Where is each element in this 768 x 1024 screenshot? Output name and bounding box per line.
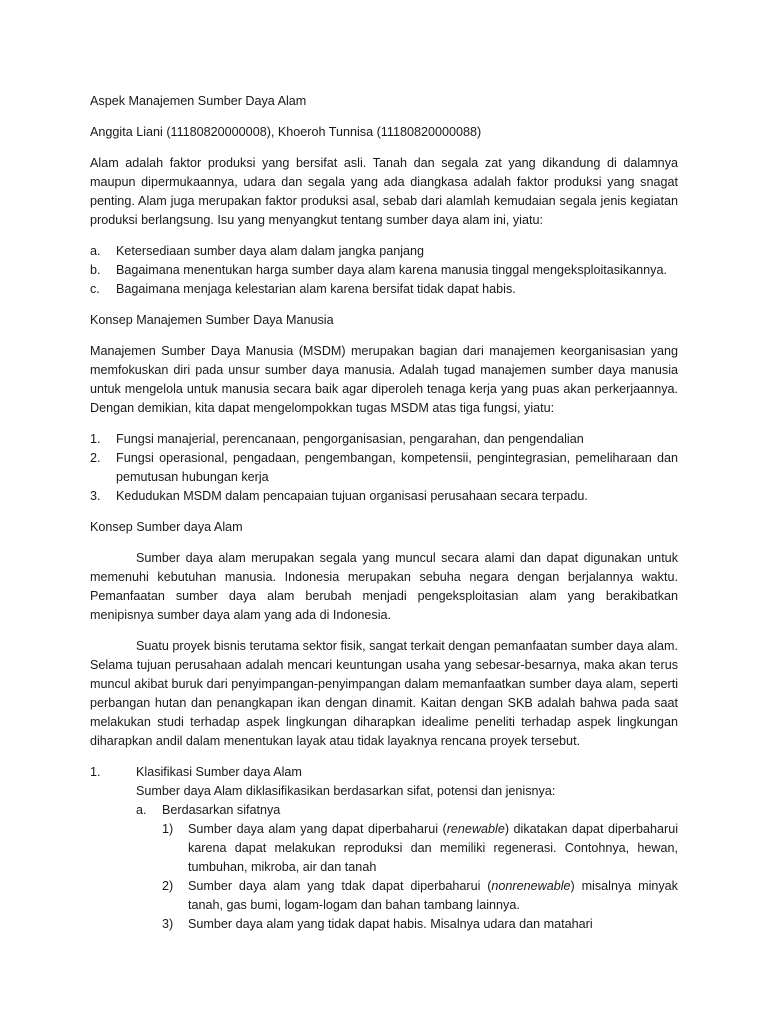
list-marker: 1) xyxy=(162,822,174,836)
list-item xyxy=(90,763,678,782)
list-text: Sumber daya alam yang tidak dapat habis. Misalnya udara dan matahari xyxy=(188,917,593,931)
msdm-heading: Konsep Manajemen Sumber Daya Manusia xyxy=(90,313,334,327)
classification-intro: Sumber daya Alam diklasifikasikan berdasarkan sifat, potensi dan jenisnya: xyxy=(136,784,556,798)
msdm-paragraph: Manajemen Sumber Daya Manusia (MSDM) merupakan bagian dari manajemen keorganisasian yang memfokuskan diri pada unsur sumber daya manusia. Adalah tugad manajemen sumber daya manusia untuk mengelola untuk manusia secara baik agar diperoleh tenaga kerja yang puas akan perkerjaannya. Dengan demikian, kita dapat mengelompokkan tugas MSDM atas tiga fungsi, yiatu: xyxy=(90,344,678,415)
list-marker: 2. xyxy=(90,451,101,465)
list-text: Bagaimana menentukan harga sumber daya alam karena manusia tinggal mengeksploitasikannya. xyxy=(116,263,667,277)
sub-title: Berdasarkan sifatnya xyxy=(162,803,281,817)
sda-heading: Konsep Sumber daya Alam xyxy=(90,520,243,534)
sub-list xyxy=(136,801,678,820)
msdm-list xyxy=(90,430,678,506)
list-marker: 1. xyxy=(90,432,101,446)
list-marker: 3. xyxy=(90,489,101,503)
list-text: Bagaimana menjaga kelestarian alam karena bersifat tidak dapat habis. xyxy=(116,282,516,296)
list-marker: a. xyxy=(90,244,101,258)
list-marker: b. xyxy=(90,263,101,277)
list-item xyxy=(90,449,678,487)
list-text: Fungsi manajerial, perencanaan, pengorganisasian, pengarahan, dan pengendalian xyxy=(116,432,584,446)
list-item xyxy=(90,261,678,280)
document-title: Aspek Manajemen Sumber Daya Alam xyxy=(90,94,307,108)
list-item xyxy=(162,820,678,877)
list-marker: c. xyxy=(90,282,100,296)
list-text: Ketersediaan sumber daya alam dalam jangka panjang xyxy=(116,244,425,258)
list-text: Fungsi operasional, pengadaan, pengembangan, kompetensii, pengintegrasian, pemeliharaan dan pemutusan hubungan kerja xyxy=(116,451,678,484)
classification-title: Klasifikasi Sumber daya Alam xyxy=(136,765,302,779)
authors-line: Anggita Liani (11180820000008), Khoeroh Tunnisa (11180820000088) xyxy=(90,125,482,139)
list-item xyxy=(90,487,678,506)
classification-body xyxy=(136,782,678,934)
list-marker: 3) xyxy=(162,917,174,931)
issues-list xyxy=(90,242,678,299)
list-item xyxy=(136,801,678,820)
nature-list xyxy=(162,820,678,934)
classification-section xyxy=(90,763,678,782)
list-marker: a. xyxy=(136,803,147,817)
intro-paragraph: Alam adalah faktor produksi yang bersifat asli. Tanah dan segala zat yang dikandung di dalamnya maupun dipermukaannya, udara dan segala yang ada diangkasa adalah faktor produksi yang snagat penting. Alam juga merupakan faktor produksi asal, sebab dari alamlah kemudaian segala jenis kegiatan produksi berlangsung. Isu yang menyangkut tentang sumber daya alam ini, yiatu: xyxy=(90,156,678,227)
list-marker: 2) xyxy=(162,879,174,893)
list-item xyxy=(162,877,678,915)
sda-paragraph-2: Suatu proyek bisnis terutama sektor fisik, sangat terkait dengan pemanfaatan sumber daya alam. Selama tujuan perusahaan adalah mencari keuntungan usaha yang sebesar-besarnya, maka akan terus muncul akibat buruk dari penyimpangan-penyimpangan dalam memanfaatkan sumber daya alam, seperti perbangan hutan dan penangkapan ikan dengan dinamit. Kaitan dengan SKB adalah bahwa pada saat melakukan studi terhadap aspek lingkungan diharapkan idealime peneliti terhadap aspek lingkungan diharapkan andil dalam menentukan layak atau tidak layaknya rencana proyek tersebut. xyxy=(90,639,678,748)
list-marker: 1. xyxy=(90,765,101,779)
list-item xyxy=(162,915,678,934)
list-text: Sumber daya alam yang dapat diperbaharui (renewable) dikatakan dapat diperbaharui karena dapat melakukan reproduksi dan memiliki regenerasi. Contohnya, hewan, tumbuhan, mikroba, air dan tanah xyxy=(188,822,678,874)
list-text: Sumber daya alam yang tdak dapat diperbaharui (nonrenewable) misalnya minyak tanah, gas bumi, logam-logam dan bahan tambang lainnya. xyxy=(188,879,678,912)
list-text: Kedudukan MSDM dalam pencapaian tujuan organisasi perusahaan secara terpadu. xyxy=(116,489,588,503)
list-item xyxy=(90,430,678,449)
list-item xyxy=(90,242,678,261)
sda-paragraph-1: Sumber daya alam merupakan segala yang muncul secara alami dan dapat digunakan untuk memenuhi kebutuhan manusia. Indonesia merupakan sebuha negara dengan berjalannya waktu. Pemanfaatan sumber daya alam berubah menjadi pengeksploitasian alam yang berakibatkan menipisnya sumber daya alam yang ada di Indonesia. xyxy=(90,551,678,622)
list-item xyxy=(90,280,678,299)
